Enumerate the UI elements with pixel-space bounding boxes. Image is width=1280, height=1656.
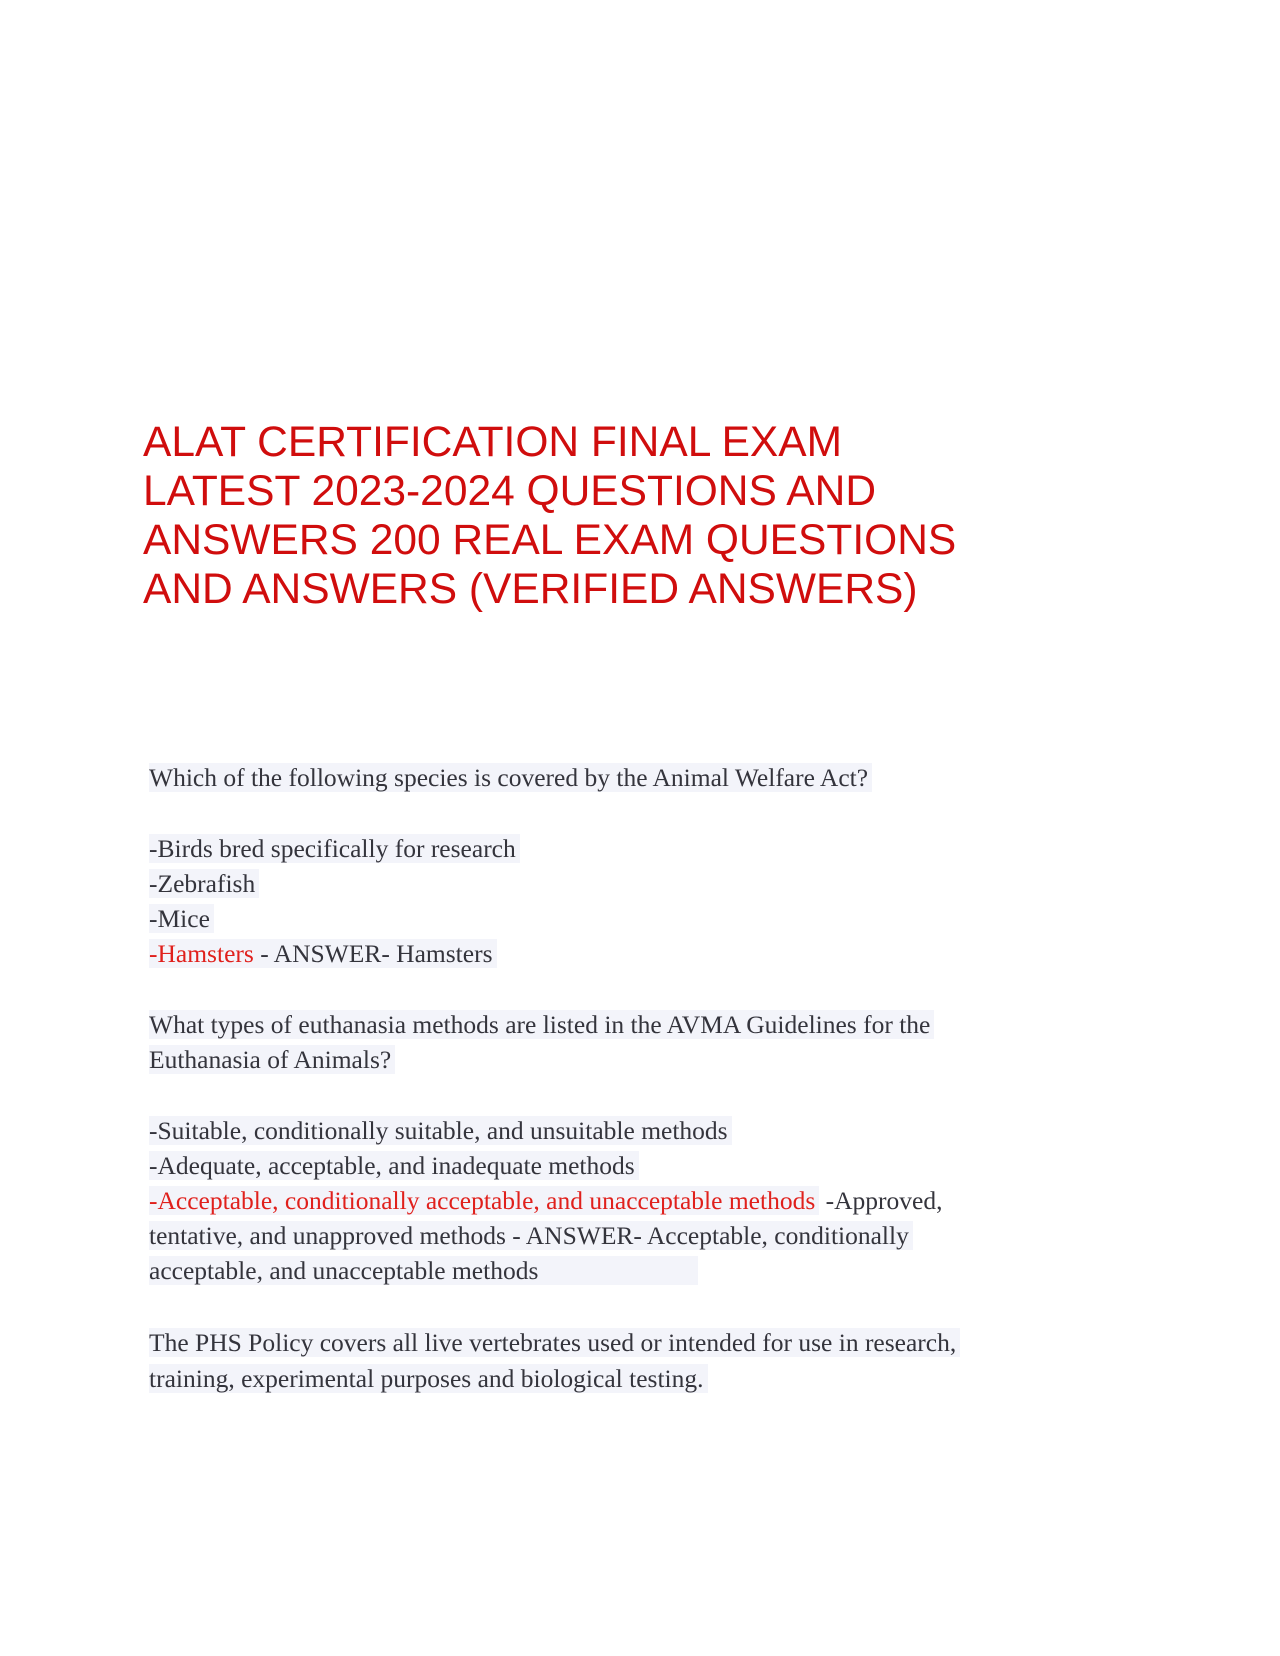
title-line: ANSWERS 200 REAL EXAM QUESTIONS (143, 517, 957, 564)
q2-answer-text: acceptable, and unacceptable methods (149, 1256, 698, 1285)
q2-option-text: -Suitable, conditionally suitable, and unsuitable methods (149, 1116, 732, 1145)
q1-option (149, 866, 259, 902)
title-line: ALAT CERTIFICATION FINAL EXAM (143, 419, 843, 466)
q2-answer (149, 1253, 698, 1289)
q1-option-text: -Zebrafish (149, 869, 259, 898)
q2-answer-line (149, 1183, 942, 1219)
q2-answer (149, 1218, 913, 1254)
q2-answer-text: tentative, and unapproved methods - ANSWER- Acceptable, conditionally (149, 1221, 913, 1250)
q1-option-text: -Mice (149, 904, 214, 933)
q2-option-text: -Adequate, acceptable, and inadequate methods (149, 1151, 639, 1180)
q1-option (149, 901, 214, 937)
q1-answer-line (149, 936, 497, 972)
q1-option-text: -Birds bred specifically for research (149, 834, 520, 863)
q1-question (149, 760, 872, 796)
q3-text (149, 1325, 960, 1361)
title-line: LATEST 2023-2024 QUESTIONS AND (143, 468, 877, 515)
q2-question (149, 1042, 395, 1078)
q3-text (149, 1361, 708, 1397)
q1-question-text: Which of the following species is covered by the Animal Welfare Act? (149, 763, 872, 792)
q2-question-text: Euthanasia of Animals? (149, 1045, 395, 1074)
document-title (143, 418, 1043, 614)
q1-correct-option: -Hamsters (149, 939, 254, 968)
q2-after-correct: -Approved, (819, 1186, 943, 1215)
q2-question-text: What types of euthanasia methods are listed in the AVMA Guidelines for the (149, 1010, 934, 1039)
q2-option (149, 1148, 639, 1184)
q1-option (149, 831, 520, 867)
q3-text-line: The PHS Policy covers all live vertebrates used or intended for use in research, (149, 1328, 960, 1357)
q2-question (149, 1007, 934, 1043)
q2-correct-option: -Acceptable, conditionally acceptable, and unacceptable methods (149, 1186, 819, 1215)
q3-text-line: training, experimental purposes and biological testing. (149, 1364, 708, 1393)
q1-answer: - ANSWER- Hamsters (253, 939, 493, 968)
title-line: AND ANSWERS (VERIFIED ANSWERS) (143, 566, 918, 613)
q2-option (149, 1113, 732, 1149)
